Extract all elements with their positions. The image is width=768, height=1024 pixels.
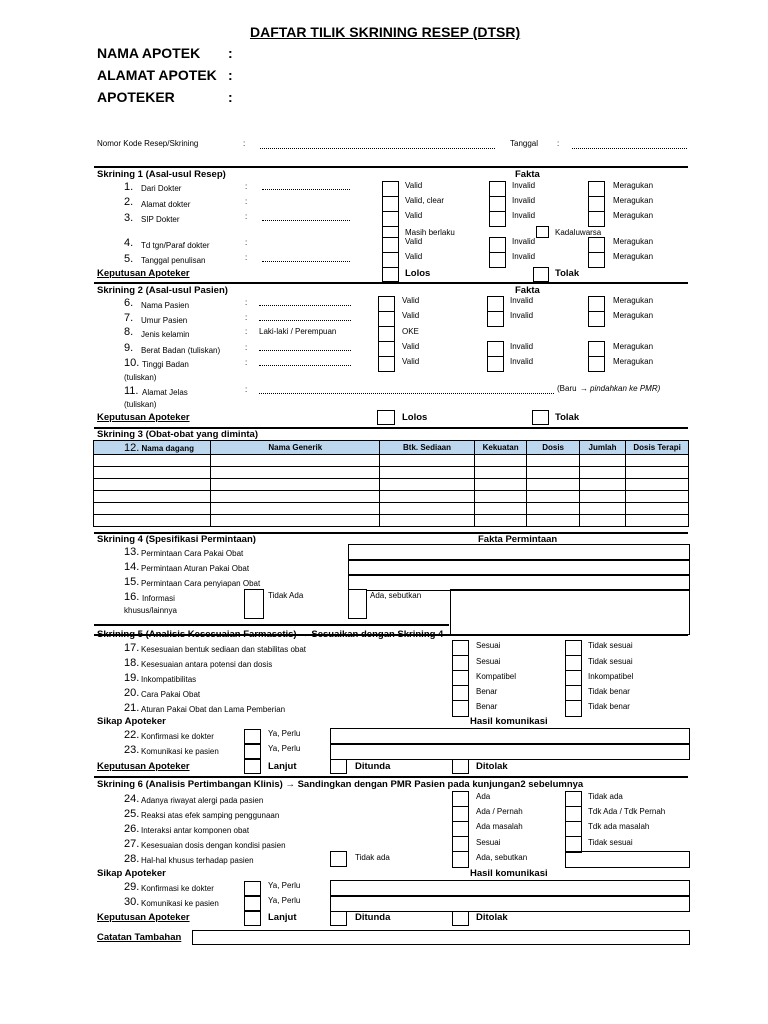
item-label: Konfirmasi ke dokter [141, 732, 214, 741]
table-row[interactable] [94, 515, 689, 527]
option-a-label: Benar [476, 702, 498, 711]
invalid-checkbox[interactable] [489, 211, 506, 227]
valid-label: Valid [402, 296, 420, 305]
item-num: 9. [124, 342, 134, 354]
section-divider [94, 776, 688, 778]
item-label: Tanggal penulisan [141, 256, 206, 265]
ditolak-checkbox[interactable] [452, 911, 469, 926]
tolak-label: Tolak [555, 412, 580, 423]
option-a-label: Sesuai [476, 641, 501, 650]
alamat-jelas-field[interactable] [259, 393, 554, 394]
fakta-label: Fakta [515, 169, 540, 180]
item-label: (tuliskan) [124, 400, 157, 409]
item-label: Kesesuaian dosis dengan kondisi pasien [141, 841, 286, 850]
valid-label: Valid [405, 211, 423, 220]
colon: : [245, 212, 248, 221]
oke-checkbox[interactable] [378, 326, 395, 342]
ditolak-label: Ditolak [476, 912, 508, 923]
ada-sebutkan-checkbox[interactable] [452, 851, 469, 868]
item-label: Informasi [142, 594, 175, 603]
hasil-komunikasi-label: Hasil komunikasi [470, 716, 548, 727]
invalid-checkbox[interactable] [487, 356, 504, 372]
item-num: 22. [124, 729, 140, 741]
catatan-tambahan-input[interactable] [192, 930, 690, 945]
item-label: Permintaan Cara Pakai Obat [141, 549, 244, 558]
colon: : [557, 139, 560, 148]
keputusan-apoteker-label: Keputusan Apoteker [97, 268, 190, 279]
meragukan-label: Meragukan [613, 357, 654, 366]
colon: : [243, 139, 246, 148]
valid-label: Valid [405, 181, 423, 190]
meragukan-checkbox[interactable] [588, 211, 605, 227]
meragukan-label: Meragukan [613, 196, 654, 205]
pindahkan-label: pindahkan ke PMR) [590, 384, 661, 393]
item-label: Umur Pasien [141, 316, 188, 325]
invalid-label: Invalid [510, 311, 534, 320]
invalid-label: Invalid [512, 181, 536, 190]
ada-sebutkan-label: Ada, sebutkan [476, 853, 528, 862]
column-header: Btk. Sediaan [380, 441, 475, 455]
valid-clear-checkbox[interactable] [382, 196, 399, 212]
item-num: 14. [124, 561, 140, 573]
meragukan-checkbox[interactable] [588, 252, 605, 268]
ditunda-label: Ditunda [355, 761, 391, 772]
oke-label: OKE [402, 327, 419, 336]
item-label: Berat Badan (tuliskan) [141, 346, 221, 355]
item-num: 27. [124, 838, 140, 850]
tinggi-badan-field[interactable] [259, 365, 351, 366]
meragukan-checkbox[interactable] [588, 296, 605, 312]
invalid-label: Invalid [512, 237, 536, 246]
tidak-ada-label: Tidak ada [355, 853, 390, 862]
table-row[interactable] [94, 491, 689, 503]
option-b-checkbox[interactable] [565, 700, 582, 717]
hasil-komunikasi-label: Hasil komunikasi [470, 868, 548, 879]
tidak-ada-label: Tidak Ada [268, 591, 304, 600]
item-num: 2. [124, 196, 134, 208]
valid-clear-label: Valid, clear [405, 196, 444, 205]
invalid-checkbox[interactable] [489, 237, 506, 253]
item-label: Jenis kelamin [141, 330, 190, 339]
item-label: SIP Dokter [141, 215, 180, 224]
valid-checkbox[interactable] [378, 341, 395, 357]
item-label: khusus/lainnya [124, 606, 177, 615]
keputusan-apoteker-label: Keputusan Apoteker [97, 761, 190, 772]
option-a-label: Benar [476, 687, 498, 696]
valid-label: Valid [402, 342, 420, 351]
meragukan-checkbox[interactable] [588, 181, 605, 197]
option-b-label: Inkompatibel [588, 672, 634, 681]
item-num: 4. [124, 237, 134, 249]
valid-label: Valid [402, 357, 420, 366]
item-num: 23. [124, 744, 140, 756]
kadaluwarsa-label: Kadaluwarsa [555, 228, 602, 237]
item-label: Td tgn/Paraf dokter [141, 241, 210, 250]
item-num: 21. [124, 702, 140, 714]
item-num: 19. [124, 672, 140, 684]
table-header-row [94, 441, 689, 455]
column-header [94, 441, 211, 455]
lanjut-checkbox[interactable] [244, 759, 261, 774]
apoteker-label: APOTEKER [97, 89, 175, 105]
ya-perlu-label: Ya, Perlu [268, 896, 301, 905]
column-header: Dosis [527, 441, 580, 455]
lolos-label: Lolos [402, 412, 428, 423]
colon: : [245, 182, 248, 191]
keputusan-apoteker-label: Keputusan Apoteker [97, 912, 190, 923]
colon: : [245, 385, 248, 394]
valid-checkbox[interactable] [378, 356, 395, 372]
skrining1-title: Skrining 1 (Asal-usul Resep) [97, 169, 226, 180]
meragukan-label: Meragukan [613, 252, 654, 261]
skrining5-title: Skrining 5 (Analisis Kesesuaian Farmasetis) → Sesuaikan dengan Skrining 4 [97, 629, 444, 640]
column-header: Jumlah [579, 441, 625, 455]
item-num: 30. [124, 896, 140, 908]
item-label: Nama Pasien [141, 301, 190, 310]
sip-dokter-field[interactable] [262, 220, 350, 221]
kadaluwarsa-checkbox[interactable] [536, 226, 549, 238]
section-divider [94, 624, 449, 626]
lanjut-label: Lanjut [268, 912, 297, 923]
colon: : [245, 343, 248, 352]
meragukan-checkbox[interactable] [588, 311, 605, 327]
ditolak-label: Ditolak [476, 761, 508, 772]
lolos-checkbox[interactable] [382, 267, 399, 282]
alamat-apotek-label: ALAMAT APOTEK [97, 67, 217, 83]
umur-pasien-field[interactable] [259, 320, 351, 321]
tanggal-penulisan-field[interactable] [262, 261, 350, 262]
item-num: 26. [124, 823, 140, 835]
catatan-tambahan-label: Catatan Tambahan [97, 932, 182, 943]
option-b-label: Tidak benar [588, 687, 630, 696]
item-num: 12. [124, 441, 140, 454]
meragukan-label: Meragukan [613, 296, 654, 305]
valid-checkbox[interactable] [382, 181, 399, 197]
table-row[interactable] [94, 479, 689, 491]
item-label: Permintaan Aturan Pakai Obat [141, 564, 250, 573]
item-num: 11. [124, 385, 139, 397]
lolos-label: Lolos [405, 268, 431, 279]
baru-label: (Baru [557, 384, 577, 393]
lanjut-label: Lanjut [268, 761, 297, 772]
option-b-label: Tidak ada [588, 792, 623, 801]
option-a-label: Kompatibel [476, 672, 517, 681]
arrow-right-icon: → [580, 384, 588, 393]
hal-khusus-input[interactable] [565, 851, 690, 868]
skrining6-title: Skrining 6 (Analisis Pertimbangan Klinis) → Sandingkan dengan PMR Pasien pada kunjungan2 sebelumnya [97, 779, 584, 790]
invalid-label: Invalid [510, 342, 534, 351]
ditolak-checkbox[interactable] [452, 759, 469, 774]
invalid-label: Invalid [512, 211, 536, 220]
meragukan-label: Meragukan [613, 237, 654, 246]
valid-label: Valid [405, 252, 423, 261]
item-label: Permintaan Cara penyiapan Obat [141, 579, 261, 588]
skrining3-title: Skrining 3 (Obat-obat yang diminta) [97, 429, 258, 440]
table-row[interactable] [94, 455, 689, 467]
ya-perlu-checkbox[interactable] [244, 729, 261, 744]
item-label: Hal-hal khusus terhadap pasien [141, 856, 254, 865]
skrining2-title: Skrining 2 (Asal-usul Pasien) [97, 285, 228, 296]
nama-apotek-label: NAMA APOTEK [97, 45, 201, 61]
ada-sebutkan-label: Ada, sebutkan [370, 591, 422, 600]
item-label: Alamat Jelas [142, 388, 188, 397]
nomor-kode-field[interactable] [260, 148, 495, 149]
column-header: Kekuatan [474, 441, 527, 455]
fakta-permintaan-label: Fakta Permintaan [478, 534, 558, 545]
invalid-label: Invalid [510, 296, 534, 305]
meragukan-label: Meragukan [613, 342, 654, 351]
valid-checkbox[interactable] [382, 252, 399, 268]
option-b-label: Tidak sesuai [588, 838, 633, 847]
column-header-label: Nama dagang [141, 443, 194, 453]
option-b-label: Tidak benar [588, 702, 630, 711]
nama-pasien-field[interactable] [259, 305, 351, 306]
item-label: Tinggi Badan [142, 360, 189, 369]
invalid-checkbox[interactable] [487, 311, 504, 327]
valid-checkbox[interactable] [378, 296, 395, 312]
item-label: Reaksi atas efek samping penggunaan [141, 811, 280, 820]
keputusan-apoteker-label: Keputusan Apoteker [97, 412, 190, 423]
item-num: 13. [124, 546, 140, 558]
colon: : [245, 197, 248, 206]
item-label: Konfirmasi ke dokter [141, 884, 214, 893]
item-num: 15. [124, 576, 140, 588]
invalid-checkbox[interactable] [489, 196, 506, 212]
item-num: 17. [124, 642, 140, 654]
ya-perlu-checkbox[interactable] [244, 744, 261, 759]
item-num: 20. [124, 687, 140, 699]
colon: : [245, 313, 248, 322]
valid-checkbox[interactable] [382, 211, 399, 227]
section-divider [94, 166, 688, 168]
item-num: 29. [124, 881, 140, 893]
form-title: DAFTAR TILIK SKRINING RESEP (DTSR) [250, 24, 521, 40]
meragukan-checkbox[interactable] [588, 237, 605, 253]
item-label: Dari Dokter [141, 184, 182, 193]
option-b-label: Tidak sesuai [588, 641, 633, 650]
dari-dokter-field[interactable] [262, 189, 350, 190]
nomor-kode-label: Nomor Kode Resep/Skrining [97, 139, 199, 148]
item-label: (tuliskan) [124, 373, 157, 382]
item-label: Cara Pakai Obat [141, 690, 201, 699]
item-label: Komunikasi ke pasien [141, 747, 219, 756]
item-num: 3. [124, 212, 134, 224]
item-label: Aturan Pakai Obat dan Lama Pemberian [141, 705, 286, 714]
ya-perlu-label: Ya, Perlu [268, 744, 301, 753]
column-header: Nama Generik [211, 441, 380, 455]
invalid-label: Invalid [512, 196, 536, 205]
colon: : [245, 253, 248, 262]
meragukan-label: Meragukan [613, 311, 654, 320]
colon: : [245, 358, 248, 367]
tanggal-label: Tanggal [510, 139, 539, 148]
table-row[interactable] [94, 503, 689, 515]
option-a-checkbox[interactable] [452, 700, 469, 717]
table-row[interactable] [94, 467, 689, 479]
item-num: 1. [124, 181, 134, 193]
ditunda-checkbox[interactable] [330, 759, 347, 774]
valid-checkbox[interactable] [378, 311, 395, 327]
tanggal-field[interactable] [572, 148, 687, 149]
item-num: 10. [124, 357, 140, 369]
item-num: 8. [124, 326, 134, 338]
invalid-label: Invalid [510, 357, 534, 366]
ditunda-checkbox[interactable] [330, 911, 347, 926]
tidak-ada-checkbox[interactable] [244, 589, 264, 619]
ditunda-label: Ditunda [355, 912, 391, 923]
invalid-checkbox[interactable] [489, 181, 506, 197]
laki-perempuan-label: Laki-laki / Perempuan [259, 327, 337, 336]
item-label: Inkompatibilitas [141, 675, 197, 684]
option-b-label: Tdk Ada / Tdk Pernah [588, 807, 666, 816]
masih-berlaku-label: Masih berlaku [405, 228, 455, 237]
colon: : [228, 89, 233, 105]
meragukan-label: Meragukan [613, 211, 654, 220]
item-num: 24. [124, 793, 140, 805]
colon: : [245, 238, 248, 247]
lolos-checkbox[interactable] [377, 410, 395, 425]
ya-perlu-checkbox[interactable] [244, 881, 261, 896]
item-num: 16. [124, 591, 140, 603]
valid-label: Valid [405, 237, 423, 246]
invalid-label: Invalid [512, 252, 536, 261]
ada-sebutkan-checkbox[interactable] [348, 589, 367, 619]
hasil-komunikasi-input[interactable] [330, 743, 690, 760]
tolak-checkbox[interactable] [533, 267, 549, 282]
ya-perlu-label: Ya, Perlu [268, 729, 301, 738]
option-a-label: Sesuai [476, 838, 501, 847]
invalid-checkbox[interactable] [487, 296, 504, 312]
ya-perlu-label: Ya, Perlu [268, 881, 301, 890]
section-divider [94, 282, 688, 284]
meragukan-checkbox[interactable] [588, 341, 605, 357]
lanjut-checkbox[interactable] [244, 911, 261, 926]
option-b-label: Tdk ada masalah [588, 822, 650, 831]
option-a-label: Ada masalah [476, 822, 523, 831]
tolak-checkbox[interactable] [532, 410, 549, 425]
ya-perlu-checkbox[interactable] [244, 896, 261, 911]
invalid-checkbox[interactable] [487, 341, 504, 357]
column-header: Dosis Terapi [626, 441, 689, 455]
colon: : [228, 45, 233, 61]
item-label: Kesesuaian antara potensi dan dosis [141, 660, 273, 669]
item-label: Interaksi antar komponen obat [141, 826, 250, 835]
colon: : [245, 298, 248, 307]
item-label: Kesesuaian bentuk sediaan dan stabilitas obat [141, 645, 307, 654]
option-b-label: Tidak sesuai [588, 657, 633, 666]
sikap-apoteker-label: Sikap Apoteker [97, 716, 166, 727]
option-a-label: Ada [476, 792, 491, 801]
item-num: 5. [124, 253, 134, 265]
obat-table [93, 440, 689, 527]
item-label: Adanya riwayat alergi pada pasien [141, 796, 264, 805]
tidak-ada-checkbox[interactable] [330, 851, 347, 867]
meragukan-checkbox[interactable] [588, 196, 605, 212]
tolak-label: Tolak [555, 268, 580, 279]
meragukan-label: Meragukan [613, 181, 654, 190]
skrining4-title: Skrining 4 (Spesifikasi Permintaan) [97, 534, 256, 545]
fakta-label: Fakta [515, 285, 540, 296]
item-num: 25. [124, 808, 140, 820]
berat-badan-field[interactable] [259, 350, 351, 351]
colon: : [228, 67, 233, 83]
meragukan-checkbox[interactable] [588, 356, 605, 372]
option-a-label: Ada / Pernah [476, 807, 523, 816]
item-num: 6. [124, 297, 134, 309]
item-label: Komunikasi ke pasien [141, 899, 219, 908]
valid-label: Valid [402, 311, 420, 320]
informasi-khusus-input[interactable] [450, 589, 690, 635]
valid-checkbox[interactable] [382, 237, 399, 253]
item-num: 28. [124, 853, 140, 865]
item-label: Alamat dokter [141, 200, 191, 209]
colon: : [245, 327, 248, 336]
item-num: 7. [124, 312, 134, 324]
option-a-label: Sesuai [476, 657, 501, 666]
item-num: 18. [124, 657, 140, 669]
invalid-checkbox[interactable] [489, 252, 506, 268]
sikap-apoteker-label: Sikap Apoteker [97, 868, 166, 879]
hasil-komunikasi-input[interactable] [330, 895, 690, 912]
